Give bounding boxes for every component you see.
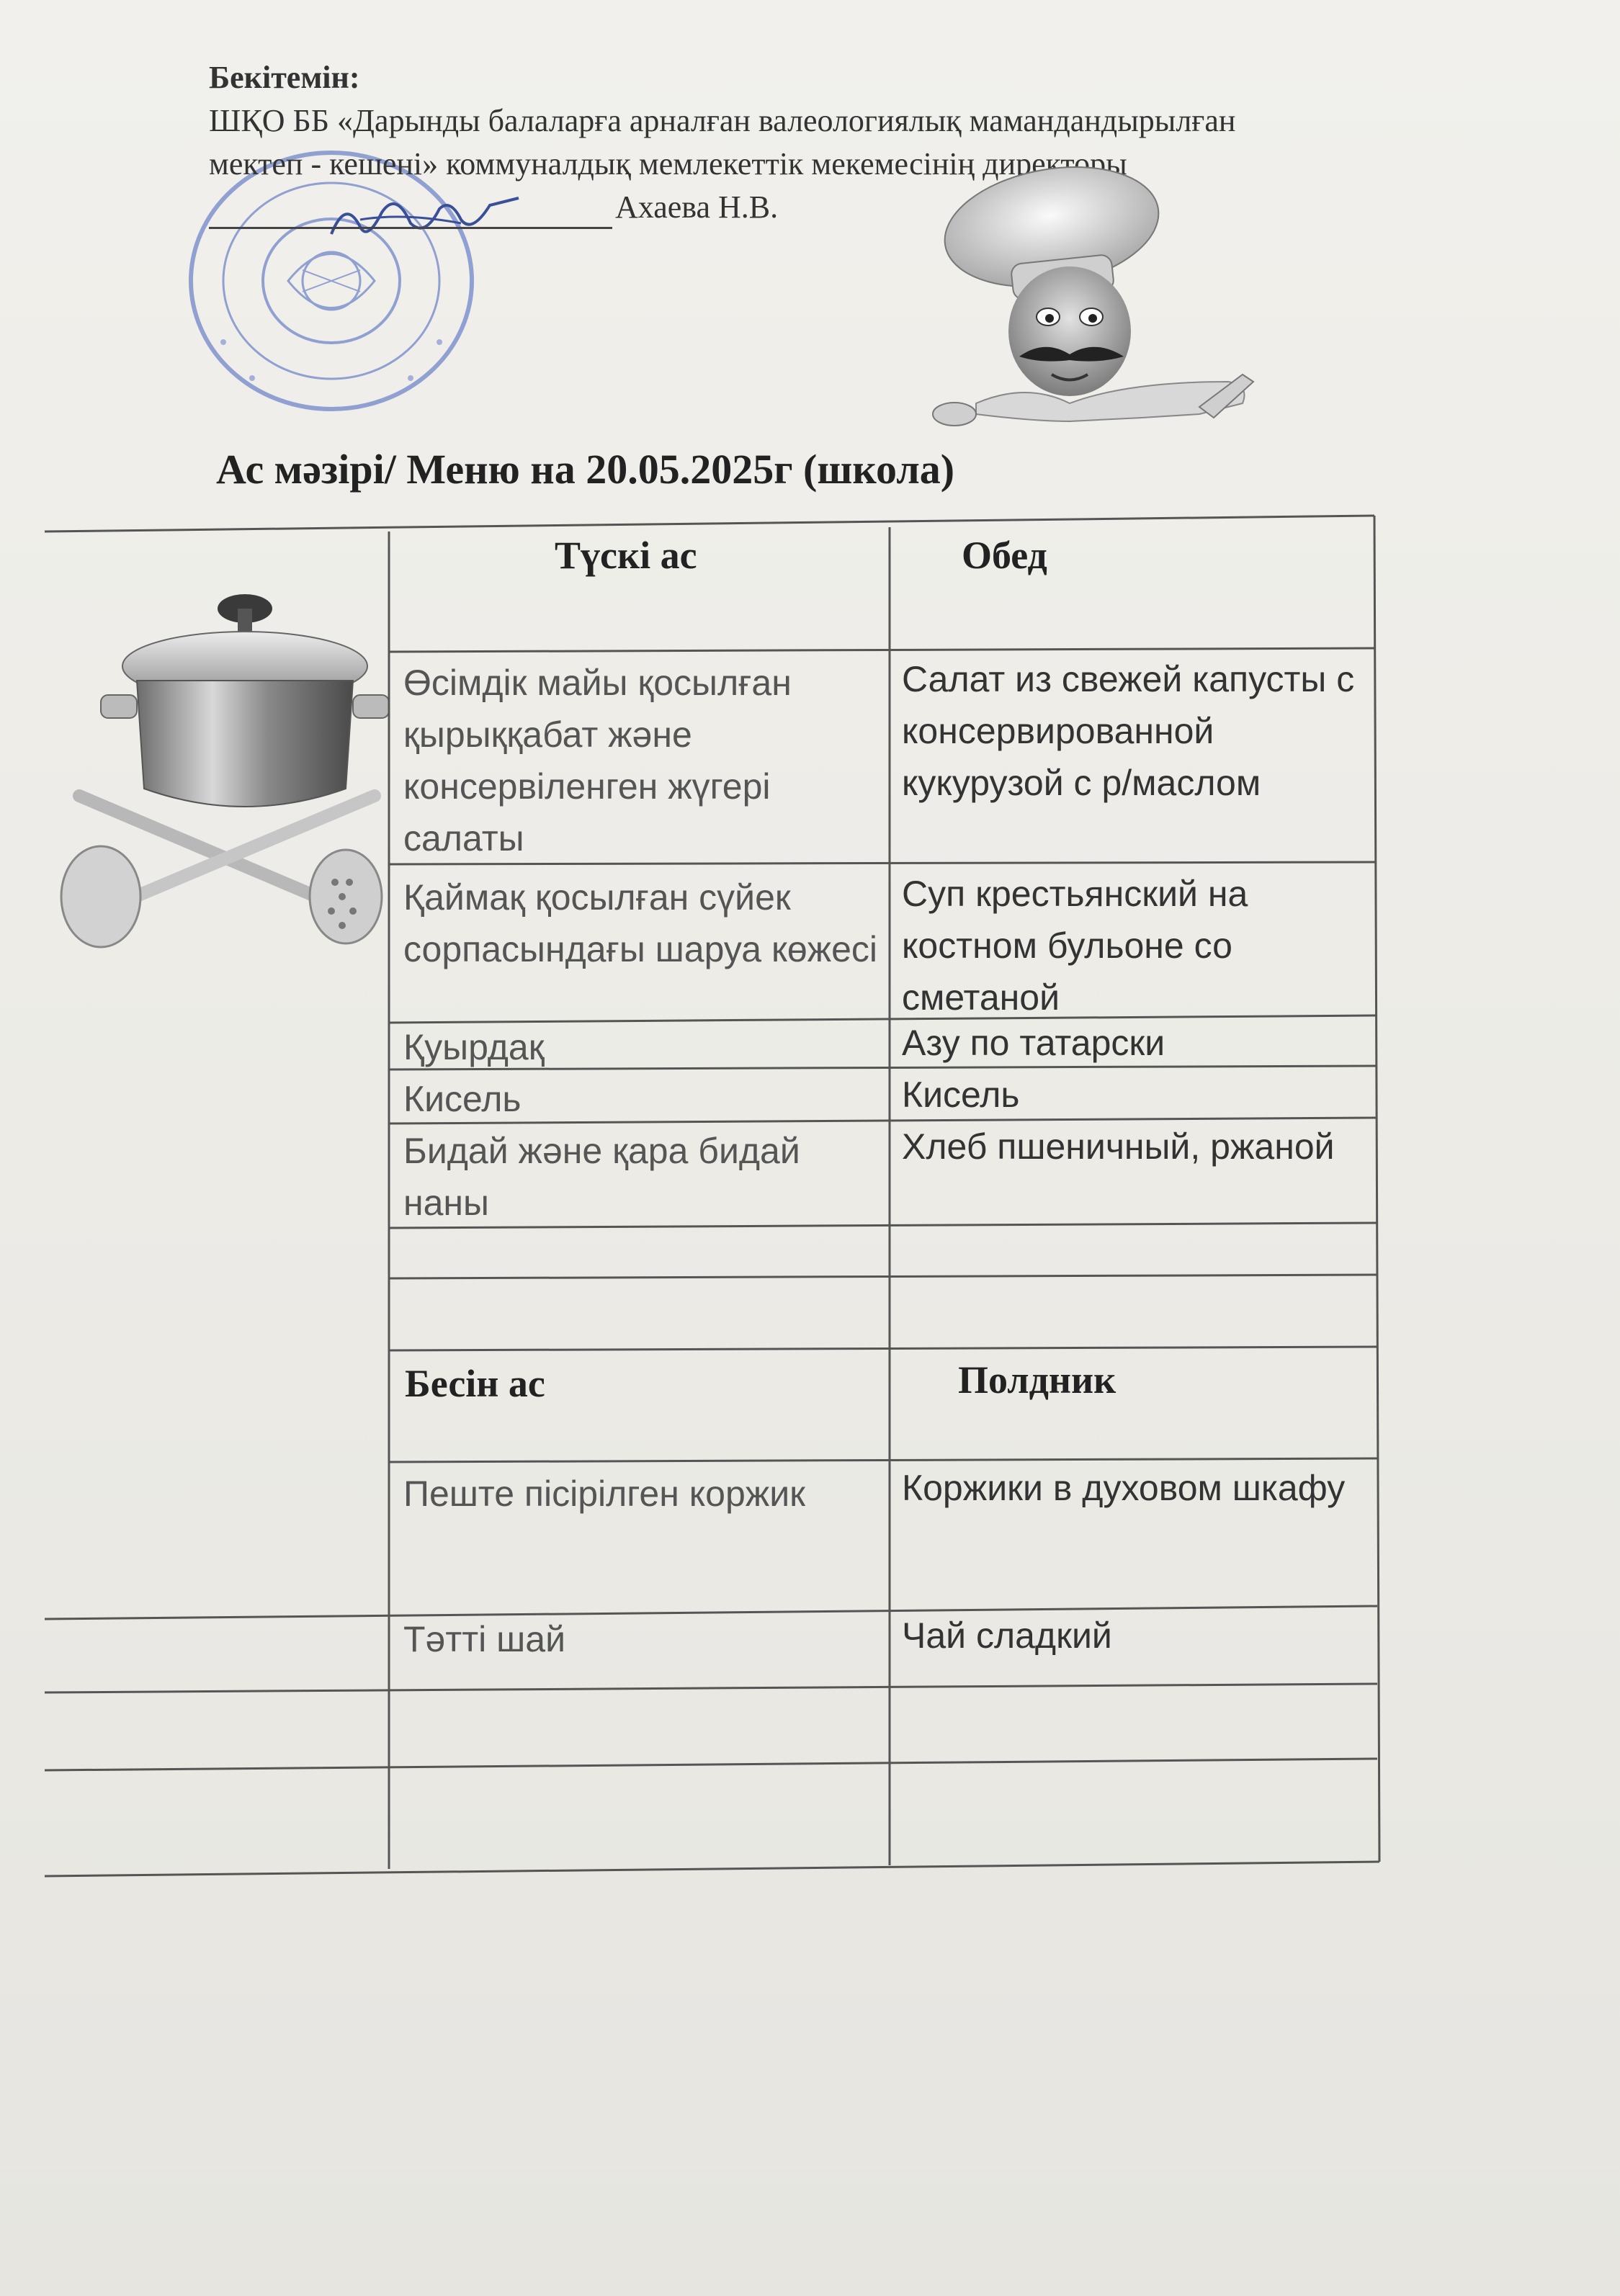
snack-row-2-kz: Тәтті шай [403, 1619, 565, 1659]
lunch-row-3-ru: Азу по татарски [902, 1023, 1165, 1063]
lunch-row-4-kz: Кисель [403, 1079, 522, 1119]
approval-org-line-2: мектеп - кешені» коммуналдық мемлекеттік мекемесінің директоры [209, 146, 1127, 181]
snack-row-1-ru: Коржики в духовом шкафу [902, 1468, 1346, 1508]
director-name: Ахаева Н.В. [615, 189, 779, 225]
menu-title: Ас мәзірі/ Меню на 20.05.2025г (школа) [216, 446, 955, 493]
snack-header-ru: Полдник [958, 1358, 1116, 1402]
lunch-row-3-kz: Қуырдақ [403, 1027, 545, 1067]
lunch-row-2-ru: Суп крестьянский на костном бульоне со сметаной [902, 874, 1248, 1018]
lunch-row-2-kz: Қаймақ қосылған сүйек сорпасындағы шаруа көжесі [403, 877, 878, 969]
lunch-row-5-ru: Хлеб пшеничный, ржаной [902, 1126, 1335, 1167]
lunch-header-kz: Түскі ас [555, 534, 697, 577]
snack-header-kz: Бесін ас [405, 1362, 545, 1405]
lunch-row-4-ru: Кисель [902, 1075, 1020, 1115]
snack-row-2-ru: Чай сладкий [902, 1615, 1112, 1656]
lunch-row-1-kz: Өсімдік майы қосылған қырыққабат және консервіленген жүгері салаты [403, 663, 792, 858]
approval-org-line-1: ШҚО ББ «Дарынды балаларға арналған валеологиялық мамандандырылған [209, 103, 1236, 138]
lunch-header-ru: Обед [962, 534, 1047, 577]
snack-row-1-kz: Пеште пісірілген коржик [403, 1474, 806, 1514]
approval-title: Бекітемін: [209, 60, 360, 95]
lunch-row-1-ru: Салат из свежей капусты с консервированной кукурузой с р/маслом [902, 659, 1355, 803]
lunch-row-5-kz: Бидай және қара бидай наны [403, 1131, 800, 1223]
